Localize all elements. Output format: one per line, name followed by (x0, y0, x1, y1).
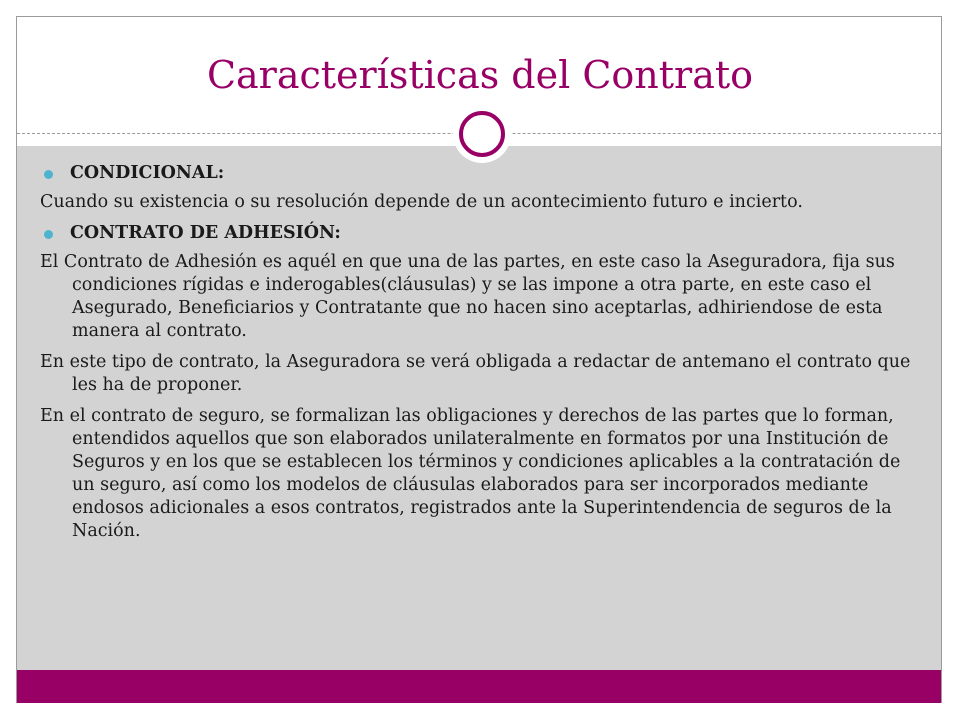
bullet-dot-icon (44, 230, 53, 239)
paragraph-condicional: Cuando su existencia o su resolución depende de un acontecimiento futuro e incierto. (40, 192, 803, 212)
bullet-adhesion (40, 222, 920, 245)
bullet-label: CONTRATO DE ADHESIÓN: (70, 223, 341, 243)
bullet-label: CONDICIONAL: (70, 163, 225, 183)
slide-title: Características del Contrato (206, 53, 754, 97)
footer-bar (17, 670, 941, 703)
paragraph-seguro-formalization: En el contrato de seguro, se formalizan las obligaciones y derechos de las partes que lo forman, entendidos aquellos que son elaborados unilateralmente en formatos por una Institución de Seguros y en los que se establecen los términos y condiciones aplicables a la contratación de un seguro, así como los modelos de cláusulas elaborados para ser incorporados mediante endosos adicionales a esos contratos, registrados ante la Superintendencia de seguros de la Nación. (40, 406, 901, 541)
paragraph-adhesion-definition: El Contrato de Adhesión es aquél en que una de las partes, en este caso la Aseguradora, fija sus condiciones rígidas e inderogables(cláusulas) y se las impone a otra parte, en este caso el Asegurado, Beneficiarios y Contratante que no hacen sino aceptarlas, adhiriendose de esta manera al contrato. (40, 252, 895, 341)
ring-icon (453, 105, 511, 163)
bullet-dot-icon (44, 170, 53, 179)
bullet-condicional (40, 162, 920, 185)
slide-body (40, 162, 920, 543)
paragraph-adhesion-obligation: En este tipo de contrato, la Aseguradora se verá obligada a redactar de antemano el contrato que les ha de proponer. (40, 352, 911, 395)
ring-circle (459, 111, 505, 157)
